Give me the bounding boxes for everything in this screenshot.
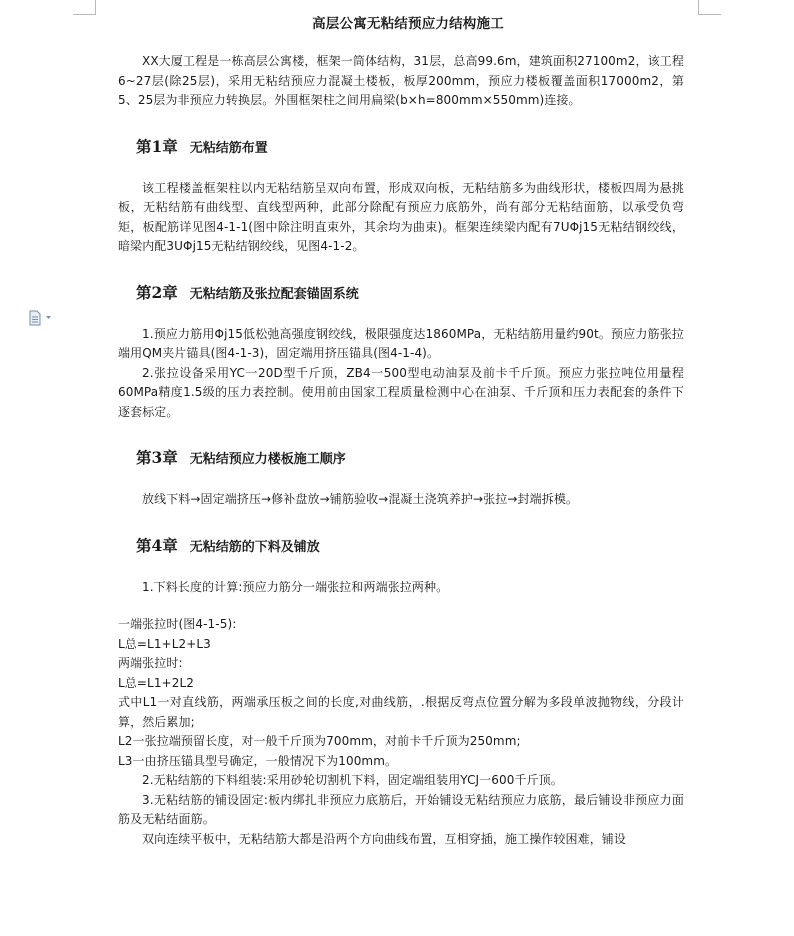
formula-l3-note: L3一由挤压锚具型号确定，一般情况下为100mm。 — [118, 753, 398, 768]
formula-line-4: L总=L1+2L2 — [118, 675, 194, 690]
chapter-4-paragraph-2: 2.无粘结筋的下料组装:采用砂轮切割机下料，固定端组装用YCJ一600千斤顶。 — [142, 773, 563, 787]
formula-l2-note: L2一张拉端预留长度，对一般千斤顶为700mm，对前卡千斤顶为250mm; — [118, 734, 521, 748]
chapter-4-heading — [118, 534, 684, 560]
chapter-number: 第3章 — [136, 448, 178, 467]
chapter-4-paragraph-4: 双向连续平板中，无粘结筋大都是沿两个方向曲线布置，互相穿插，施工操作较困难，铺设 — [142, 831, 627, 846]
chapter-title: 无粘结预应力楼板施工顺序 — [189, 452, 346, 467]
chapter-1-heading — [118, 135, 684, 161]
formula-line-3: 两端张拉时: — [118, 656, 183, 670]
formula-explanation: 式中L1一对直线筋，两端承压板之间的长度,对曲线筋，.根据反弯点位置分解为多段单波抛物线，分段计算，然后累加; — [118, 695, 684, 729]
chapter-number: 第2章 — [136, 282, 178, 302]
chapter-3-paragraph: 放线下料→固定端挤压→修补盘放→铺筋验收→混凝土浇筑养护→张拉→封端拆模。 — [142, 492, 579, 506]
intro-paragraph: XX大厦工程是一栋高层公寓楼，框架一筒体结构，31层，总高99.6m，建筑面积27100m2，该工程6~27层(除25层)，采用无粘结预应力混凝土楼板，板厚200mm，预应力楼板覆盖面积17000m2，第5、25层为非预应力转换层。外围框架柱之间用扁梁(b×h=800mm×550mm)连接。 — [118, 54, 684, 107]
page-corner-mark-right — [698, 0, 721, 15]
page-corner-mark-left — [73, 0, 96, 15]
chapter-2-heading — [118, 281, 684, 307]
chapter-2-paragraph-1: 1.预应力筋用Φj15低松弛高强度钢绞线，极限强度达1860MPa，无粘结筋用量约90t。预应力筋张拉端用QM夹片锚具(图4-1-3)，固定端用挤压锚具(图4-1-4)。 — [118, 326, 684, 360]
document-body — [118, 14, 684, 849]
chapter-title: 无粘结筋的下料及铺放 — [189, 539, 320, 555]
chapter-2-paragraph-2: 2.张拉设备采用YC一20D型千斤顶，ZB4一500型电动油泵及前卡千斤顶。预应力张拉吨位用量程60MPa精度1.5级的压力表控制。使用前由国家工程质量检测中心在油泵、千斤顶和压力表配套的条件下逐套标定。 — [118, 365, 684, 419]
formula-line-1: 一端张拉时(图4-1-5): — [118, 617, 237, 631]
chapter-title: 无粘结筋布置 — [189, 140, 268, 156]
document-icon[interactable] — [28, 310, 54, 326]
chapter-1-paragraph: 该工程楼盖框架柱以内无粘结筋呈双向布置，形成双向板，无粘结筋多为曲线形状，楼板四周为悬挑板，无粘结筋有曲线型、直线型两种，此部分除配有预应力底筋外，尚有部分无粘结面筋，以承受负弯矩，板配筋详见图4-1-1(图中除注明直束外，其余均为曲束)。框架连续梁内配有7UΦj15无粘结钢绞线，暗梁内配3UΦj15无粘结钢绞线，见图4-1-2。 — [118, 180, 684, 253]
chapter-4-paragraph-3: 3.无粘结筋的铺设固定:板内绑扎非预应力底筋后，开始铺设无粘结预应力底筋，最后铺设非预应力面筋及无粘结面筋。 — [118, 792, 684, 826]
chapter-4-paragraph-1: 1.下料长度的计算:预应力筋分一端张拉和两端张拉两种。 — [142, 579, 449, 594]
chapter-3-heading — [118, 446, 684, 472]
formula-line-2: L总=L1+L2+L3 — [118, 636, 211, 651]
document-title: 高层公寓无粘结预应力结构施工 — [312, 16, 504, 32]
chapter-number: 第4章 — [136, 535, 178, 555]
chapter-title: 无粘结筋及张拉配套锚固系统 — [189, 286, 359, 302]
chapter-number: 第1章 — [136, 136, 178, 156]
